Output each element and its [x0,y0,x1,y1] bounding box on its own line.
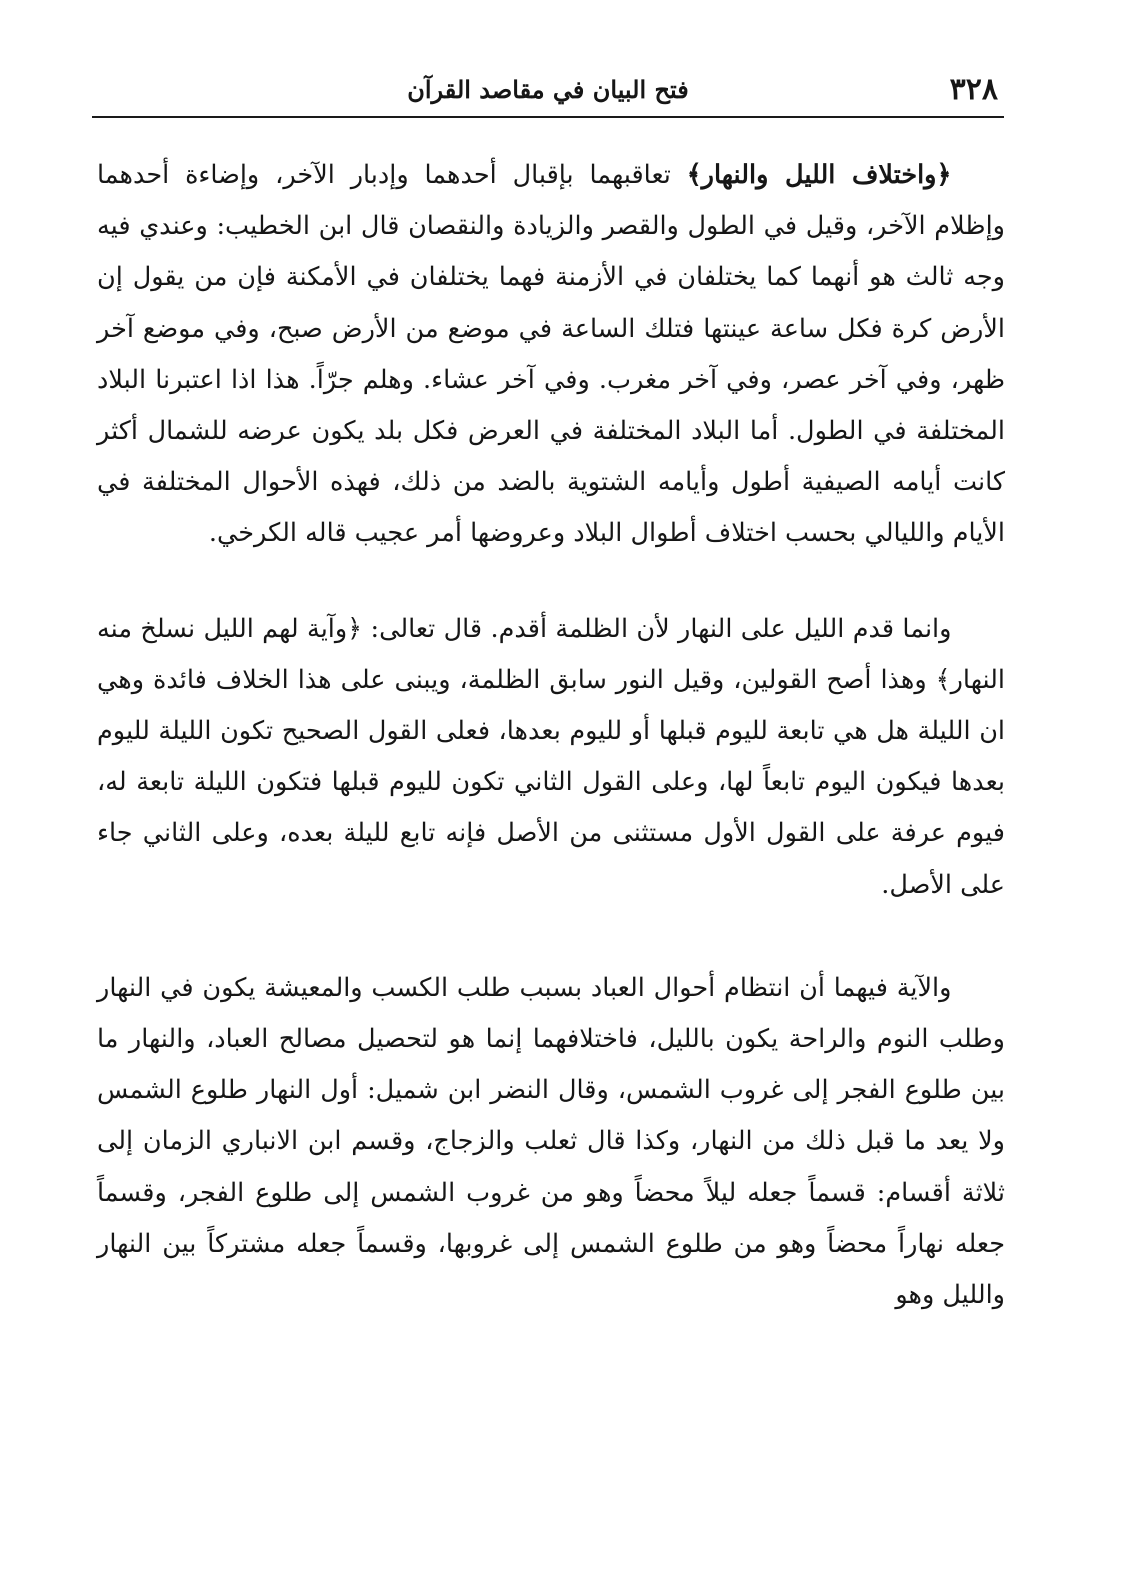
book-title: فتح البيان في مقاصد القرآن [407,75,689,104]
paragraph-3: والآية فيهما أن انتظام أحوال العباد بسبب طلب الكسب والمعيشة يكون في النهار وطلب النوم والراحة يكون بالليل، فاختلافهما إنما هو لتحصيل مصالح العباد، والنهار ما بين طلوع الفجر إلى غروب الشمس، وقال النضر ابن شميل: أول النهار طلوع الشمس ولا يعد ما قبل ذلك من النهار، وكذا قال ثعلب والزجاج، وقسم ابن الانباري الزمان إلى ثلاثة أقسام: قسماً جعله ليلاً محضاً وهو من غروب الشمس إلى طلوع الفجر، وقسماً جعله نهاراً محضاً وهو من طلوع الشمس إلى غروبها، وقسماً جعله مشتركاً بين النهار والليل وهو [97,972,1005,1311]
running-header [92,70,1004,118]
paragraph-2: وانما قدم الليل على النهار لأن الظلمة أقدم. قال تعالى: ﴿وآية لهم الليل نسلخ منه النهار﴾ وهذا أصح القولين، وقيل النور سابق الظلمة، ويبنى على هذا الخلاف فائدة وهي ان الليلة هل هي تابعة لليوم قبلها أو لليوم بعدها، فعلى القول الصحيح تكون الليلة لليوم بعدها فيكون اليوم تابعاً لها، وعلى القول الثاني تكون لليوم قبلها فتكون الليلة تابعة له، فيوم عرفة على القول الأول مستثنى من الأصل فإنه تابع لليلة بعده، وعلى الثاني جاء على الأصل. [97,613,1005,900]
paragraph-1-text: تعاقبهما بإقبال أحدهما وإدبار الآخر، وإضاءة أحدهما وإظلام الآخر، وقيل في الطول والقصر والزيادة والنقصان قال ابن الخطيب: وعندي فيه وجه ثالث هو أنهما كما يختلفان في الأزمنة فهما يختلفان في الأمكنة فإن من يقول إن الأرض كرة فكل ساعة عينتها فتلك الساعة في موضع من الأرض صبح، وفي موضع آخر ظهر، وفي آخر عصر، وفي آخر مغرب. وفي آخر عشاء. وهلم جرّاً. هذا اذا اعتبرنا البلاد المختلفة في الطول. أما البلاد المختلفة في العرض فكل بلد يكون عرضه للشمال أكثر كانت أيامه الصيفية أطول وأيامه الشتوية بالضد من ذلك، فهذه الأحوال المختلفة في الأيام والليالي بحسب اختلاف أطوال البلاد وعروضها أمر عجيب قاله الكرخي. [97,160,1005,549]
quranic-quote: ﴿واختلاف الليل والنهار﴾ [686,160,952,190]
page-number: ٣٢٨ [949,72,998,107]
body-text [97,150,1005,1321]
paragraph-1 [97,150,1005,560]
